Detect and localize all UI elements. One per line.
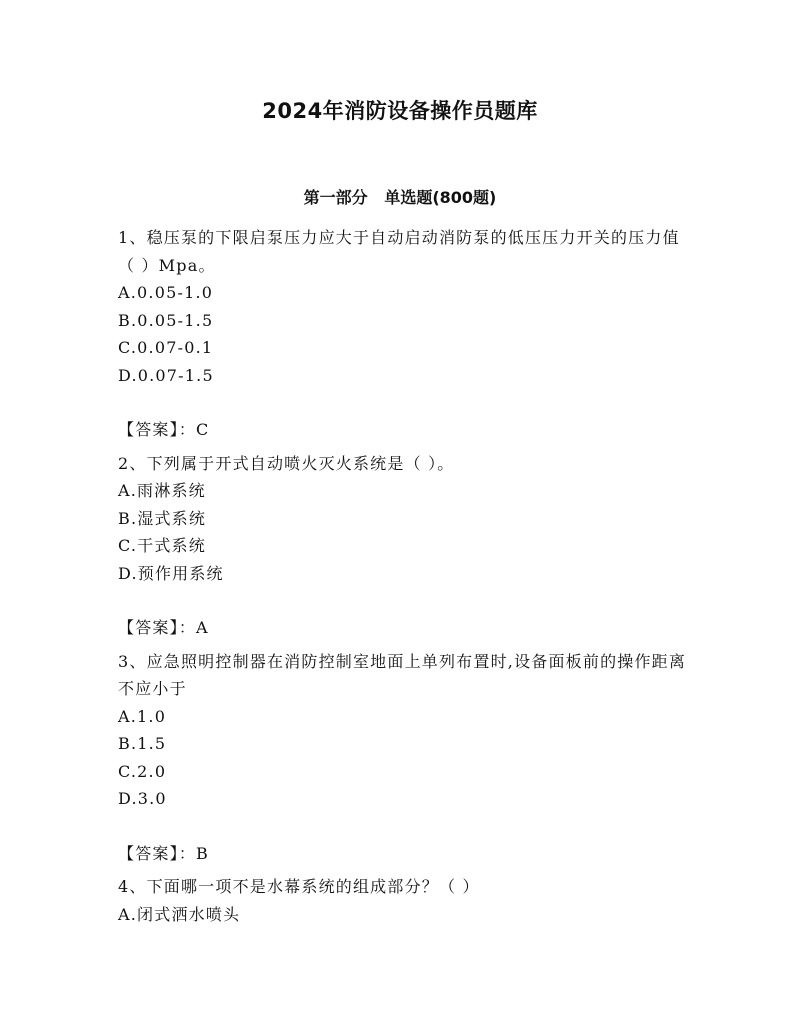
answer-line	[118, 614, 688, 642]
option-d: D.0.07-1.5	[118, 365, 214, 385]
answer-label: 【答案】	[118, 843, 179, 863]
answer-label: 【答案】	[118, 420, 179, 439]
option-a: A.雨淋系统	[118, 481, 206, 500]
question-list	[118, 224, 688, 928]
option-a: A.闭式洒水喷头	[118, 904, 241, 924]
question-stem: 1、稳压泵的下限启泵压力应大于自动启动消防泵的低压压力开关的压力值（ ）Mpa。	[118, 228, 680, 275]
option-d: D.预作用系统	[118, 563, 224, 583]
option-a: A.1.0	[118, 706, 167, 726]
option-c: C.干式系统	[118, 536, 206, 555]
answer-line	[118, 840, 688, 868]
question-4	[118, 873, 688, 928]
section-title: 第一部分 单选题(800题)	[303, 188, 497, 207]
question-2	[118, 450, 688, 642]
option-d: D.3.0	[118, 789, 167, 808]
option-b: B.湿式系统	[118, 508, 207, 528]
answer-value: B	[196, 843, 209, 863]
option-list	[118, 477, 688, 587]
option-b: B.0.05-1.5	[118, 310, 214, 330]
question-stem: 4、下面哪一项不是水幕系统的组成部分？（ ）	[118, 877, 480, 896]
option-c: C.0.07-0.1	[118, 338, 214, 357]
option-list	[118, 901, 688, 929]
answer-separator: ：	[178, 420, 197, 439]
question-stem: 3、应急照明控制器在消防控制室地面上单列布置时,设备面板前的操作距离不应小于	[118, 651, 687, 698]
answer-value: C	[196, 420, 210, 439]
answer-separator: ：	[178, 843, 197, 863]
question-1	[118, 224, 688, 444]
option-c: C.2.0	[118, 761, 167, 781]
document-title: 2024年消防设备操作员题库	[262, 99, 538, 123]
option-list	[118, 279, 688, 389]
question-stem: 2、下列属于开式自动喷火灭火系统是（ ）。	[118, 453, 455, 473]
question-3	[118, 648, 688, 868]
answer-separator: ：	[178, 618, 197, 637]
answer-line	[118, 416, 688, 444]
option-b: B.1.5	[118, 734, 167, 753]
option-list	[118, 703, 688, 813]
answer-label: 【答案】	[118, 618, 179, 637]
answer-value: A	[196, 618, 209, 637]
option-a: A.0.05-1.0	[118, 283, 214, 302]
